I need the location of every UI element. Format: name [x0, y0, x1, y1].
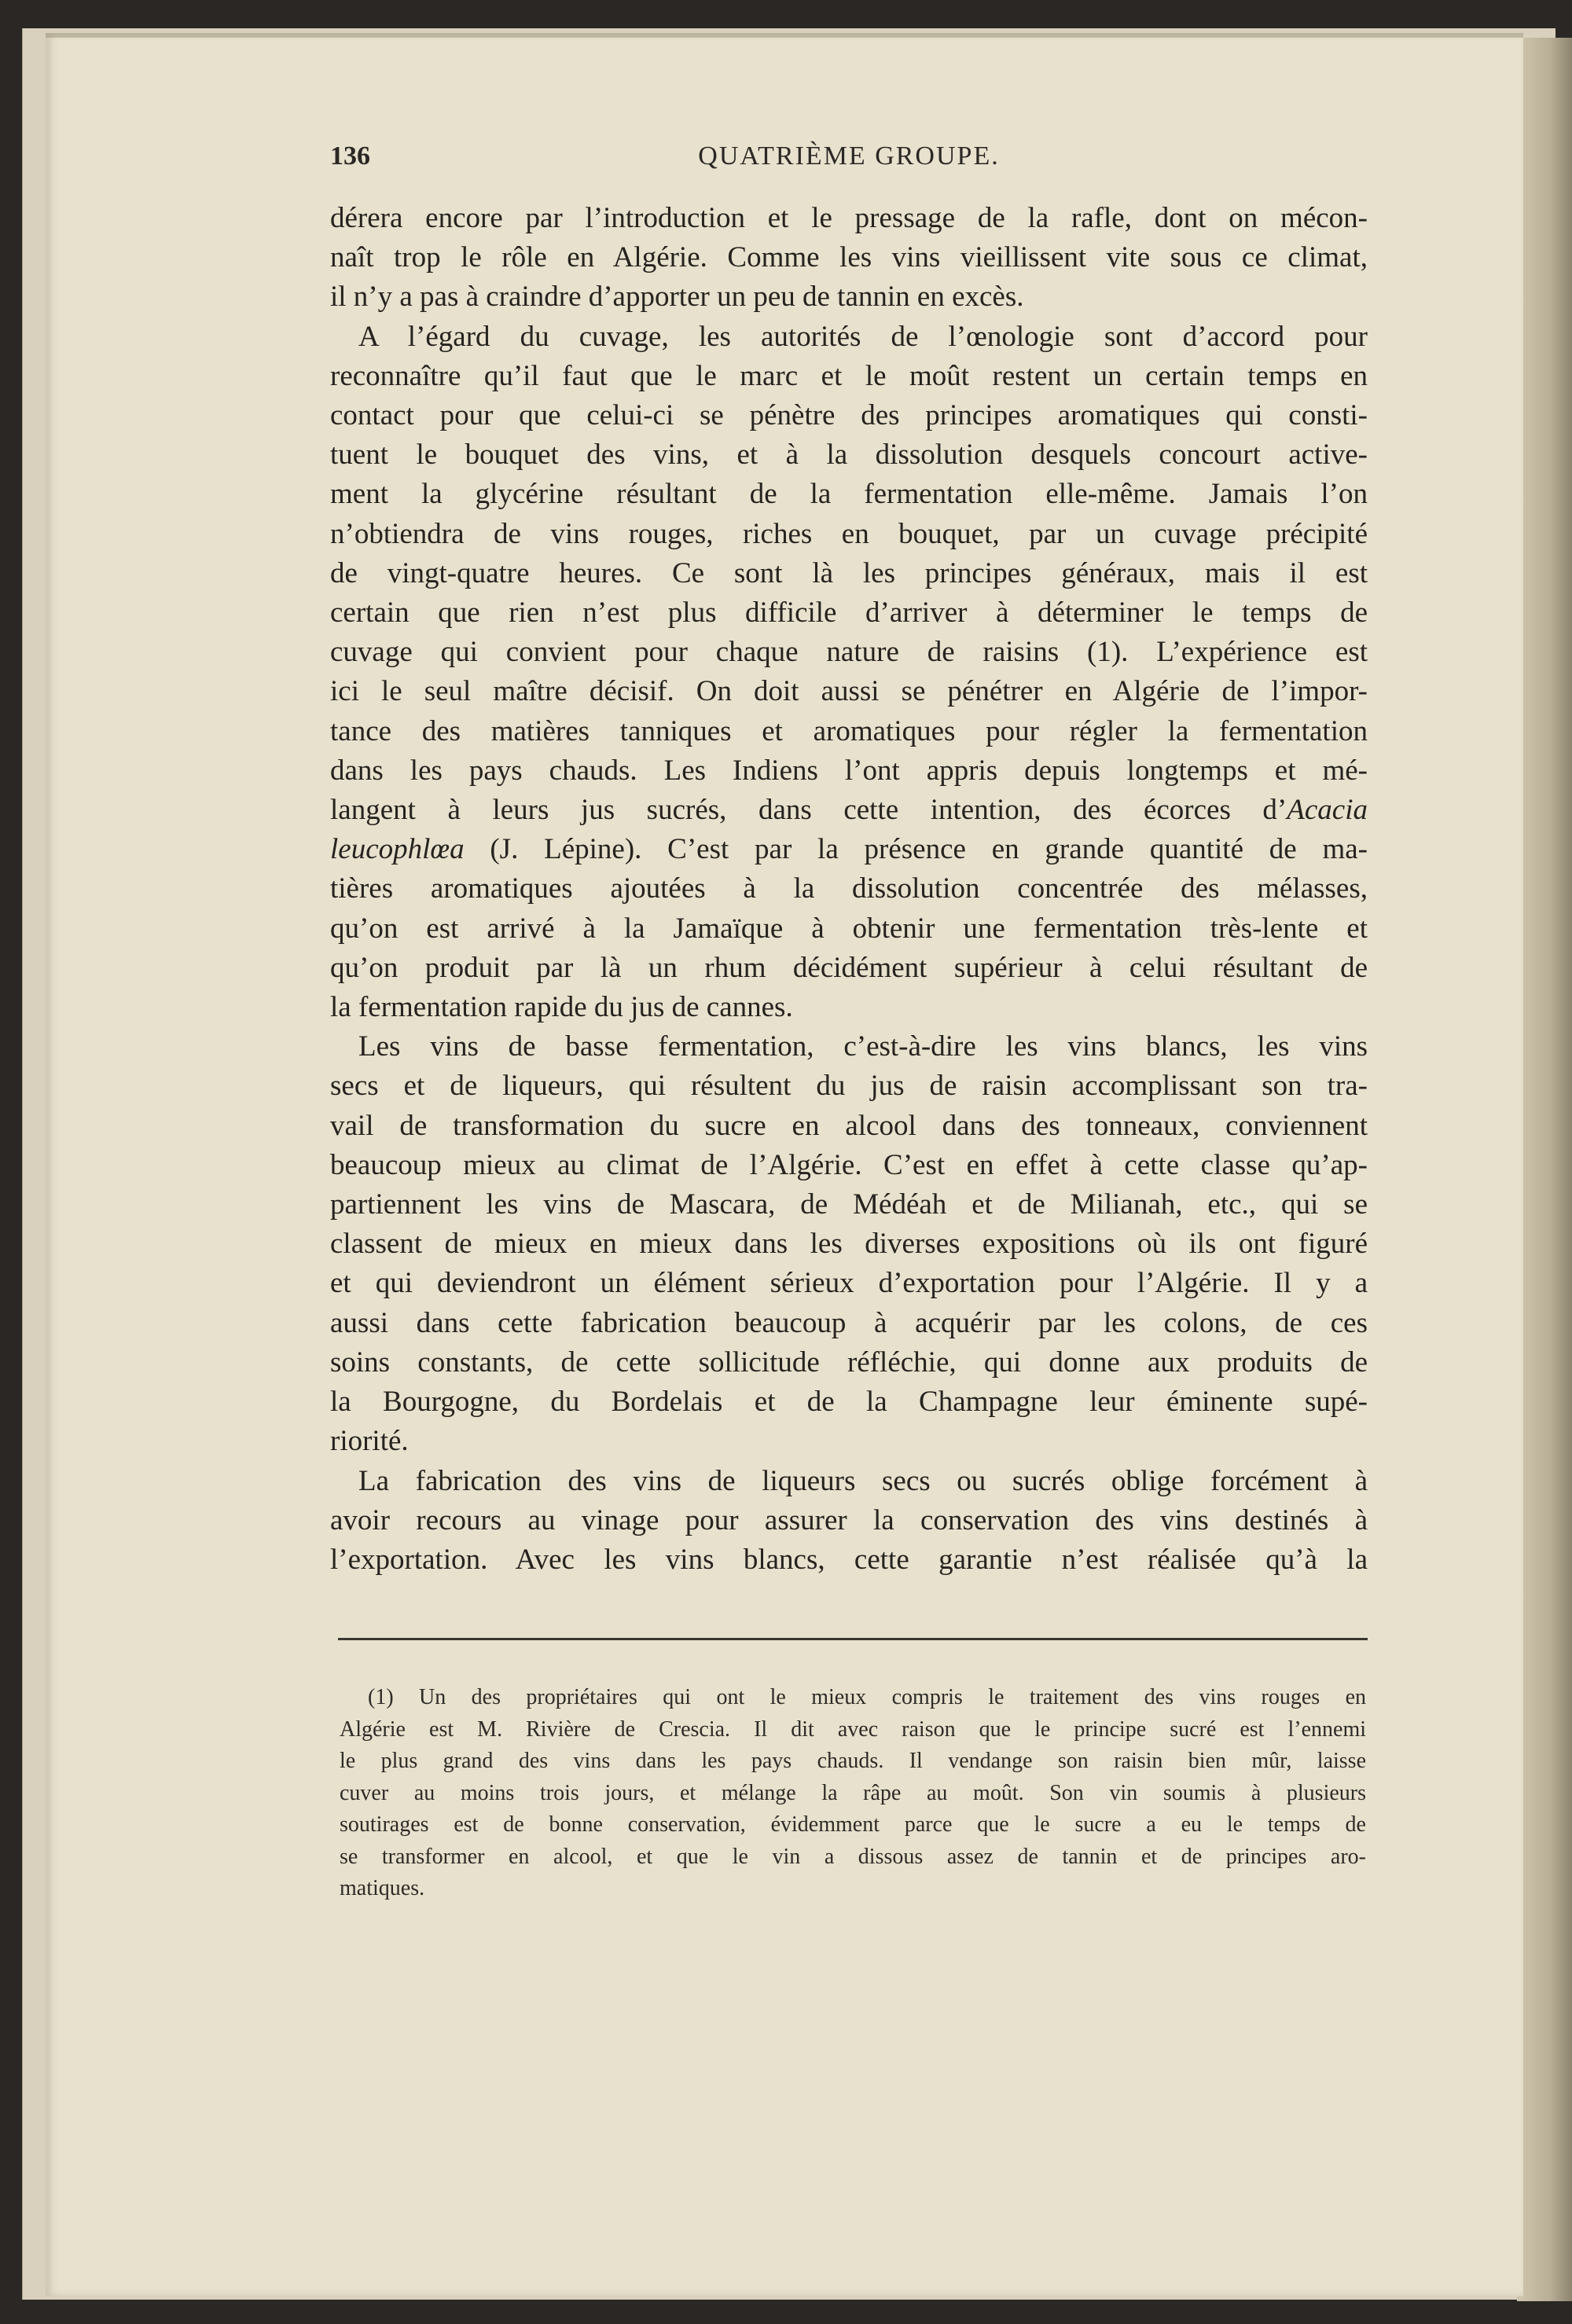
footnote-line: Algérie est M. Rivière de Crescia. Il dit avec raison que le principe sucré est l’ennemi	[340, 1716, 1366, 1742]
text-line: dérera encore par l’introduction et le pressage de la rafle, dont on mécon-	[330, 202, 1368, 234]
footnote-line: se transformer en alcool, et que le vin a dissous assez de tannin et de principes aro-	[340, 1844, 1366, 1869]
text-line: beaucoup mieux au climat de l’Algérie. C’est en effet à cette classe qu’ap-	[330, 1148, 1368, 1181]
text-line: qu’on est arrivé à la Jamaïque à obtenir une fermentation très-lente et	[330, 912, 1368, 945]
text-line: cuvage qui convient pour chaque nature de raisins (1). L’expérience est	[330, 636, 1368, 669]
text-line: il n’y a pas à craindre d’apporter un peu de tannin en excès.	[330, 281, 1024, 314]
page-number: 136	[330, 141, 370, 171]
text-line: l’exportation. Avec les vins blancs, cette garantie n’est réalisée qu’à la	[330, 1543, 1368, 1576]
footnote-line: soutirages est de bonne conservation, évidemment parce que le sucre a eu le temps de	[340, 1812, 1366, 1837]
paragraph-4	[330, 1462, 1368, 1581]
text-line: secs et de liqueurs, qui résultent du jus de raisin accomplissant son tra-	[330, 1070, 1368, 1103]
running-title: QUATRIÈME GROUPE.	[698, 141, 1000, 171]
page-header	[330, 141, 1368, 189]
footnote-divider	[338, 1638, 1368, 1640]
text-line-italic-end: langent à leurs jus sucrés, dans cette intention, des écorces d’Acacia	[330, 794, 1368, 827]
footnote-line: le plus grand des vins dans les pays chauds. Il vendange son raisin bien mûr, laisse	[340, 1749, 1366, 1773]
text-line: la fermentation rapide du jus de cannes.	[330, 991, 793, 1024]
paragraph-1	[330, 199, 1368, 318]
text-line-italic-start: leucophlœa (J. Lépine). C’est par la présence en grande quantité de ma-	[330, 833, 1368, 866]
paragraph-3	[330, 1027, 1368, 1461]
text-line: partiennent les vins de Mascara, de Médéah et de Milianah, etc., qui se	[330, 1188, 1368, 1221]
text-line: dans les pays chauds. Les Indiens l’ont appris depuis longtemps et mé-	[330, 754, 1368, 787]
text-line: naît trop le rôle en Algérie. Comme les vins vieillissent vite sous ce climat,	[330, 241, 1368, 274]
text-line: avoir recours au vinage pour assurer la conservation des vins destinés à	[330, 1503, 1368, 1536]
text-line: ment la glycérine résultant de la fermentation elle-même. Jamais l’on	[330, 478, 1368, 511]
text-line: La fabrication des vins de liqueurs secs ou sucrés oblige forcément à	[358, 1464, 1368, 1497]
page-edge-right	[1517, 38, 1572, 2301]
page-top-edge	[46, 33, 1523, 38]
text-line: certain que rien n’est plus difficile d’arriver à déterminer le temps de	[330, 597, 1368, 630]
body-text	[330, 199, 1368, 1580]
text-line: tières aromatiques ajoutées à la dissolution concentrée des mélasses,	[330, 872, 1368, 905]
footnote-line: matiques.	[340, 1876, 425, 1900]
text-line: riorité.	[330, 1425, 409, 1458]
text-line: qu’on produit par là un rhum décidément supérieur à celui résultant de	[330, 951, 1368, 984]
text-line: contact pour que celui-ci se pénètre des principes aromatiques qui consti-	[330, 399, 1368, 432]
text-line: reconnaître qu’il faut que le marc et le moût restent un certain temps en	[330, 359, 1368, 392]
text-line: n’obtiendra de vins rouges, riches en bouquet, par un cuvage précipité	[330, 517, 1368, 550]
text-line: Les vins de basse fermentation, c’est-à-dire les vins blancs, les vins	[358, 1030, 1368, 1063]
text-line: soins constants, de cette sollicitude réfléchie, qui donne aux produits de	[330, 1346, 1368, 1379]
text-line: tance des matières tanniques et aromatiques pour régler la fermentation	[330, 714, 1368, 747]
footnote-line: (1) Un des propriétaires qui ont le mieux compris le traitement des vins rouges en	[368, 1685, 1366, 1709]
text-line: de vingt-quatre heures. Ce sont là les principes généraux, mais il est	[330, 556, 1368, 589]
text-line: A l’égard du cuvage, les autorités de l’œnologie sont d’accord pour	[358, 320, 1368, 353]
text-line: vail de transformation du sucre en alcool dans des tonneaux, conviennent	[330, 1109, 1368, 1142]
footnote-line: cuver au moins trois jours, et mélange la râpe au moût. Son vin soumis à plusieurs	[340, 1780, 1366, 1805]
text-line: la Bourgogne, du Bordelais et de la Champagne leur éminente supé-	[330, 1386, 1368, 1419]
text-line: classent de mieux en mieux dans les diverses expositions où ils ont figuré	[330, 1228, 1368, 1261]
text-line: et qui deviendront un élément sérieux d’exportation pour l’Algérie. Il y a	[330, 1267, 1368, 1300]
footnote	[340, 1682, 1366, 1905]
paragraph-2	[330, 318, 1368, 1028]
text-line: aussi dans cette fabrication beaucoup à acquérir par les colons, de ces	[330, 1306, 1368, 1339]
text-line: ici le seul maître décisif. On doit aussi se pénétrer en Algérie de l’impor-	[330, 675, 1368, 708]
text-line: tuent le bouquet des vins, et à la dissolution desquels concourt active-	[330, 439, 1368, 472]
